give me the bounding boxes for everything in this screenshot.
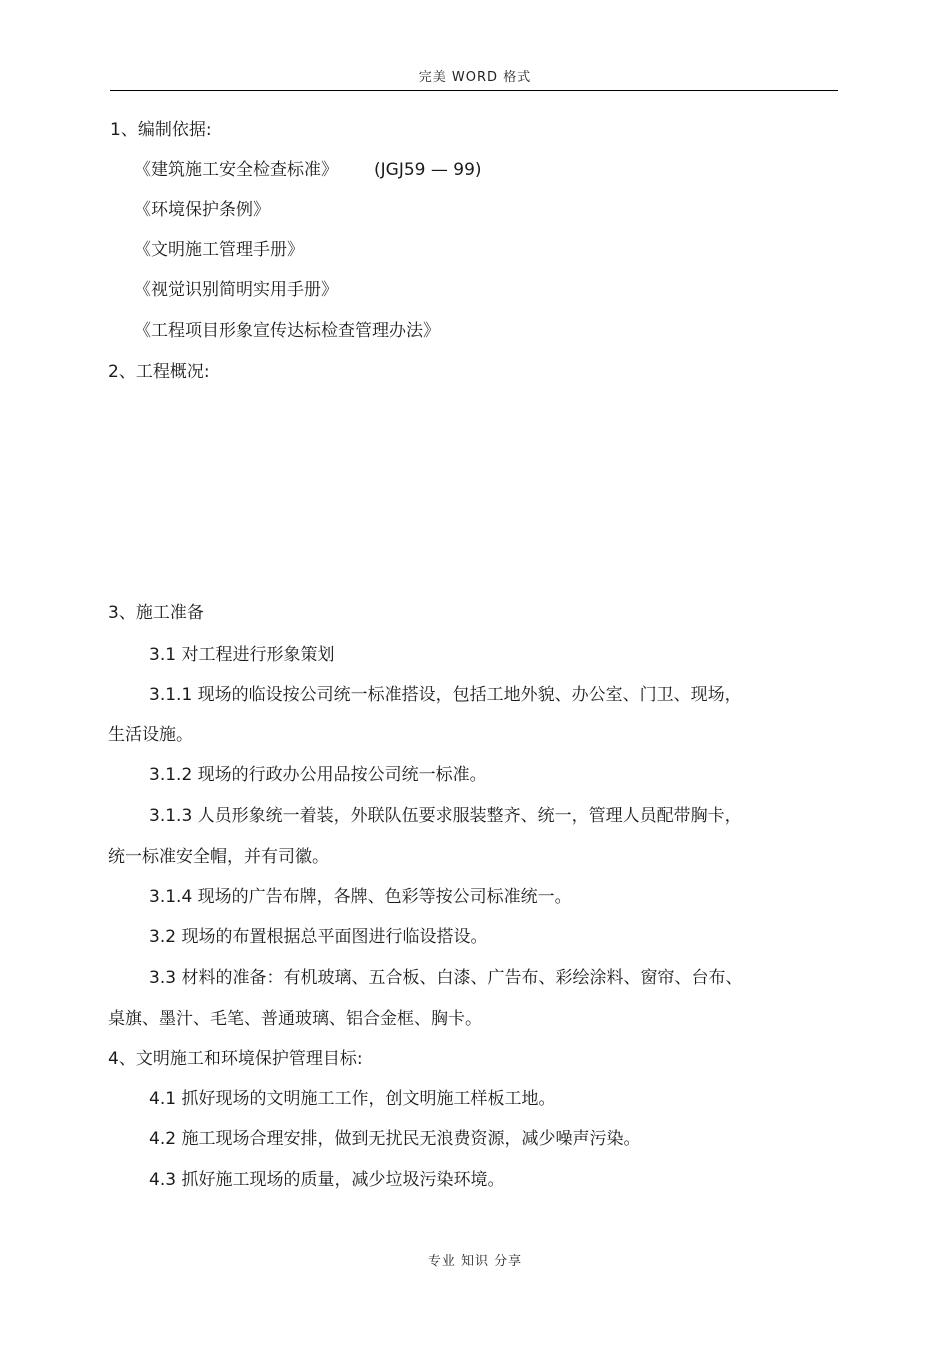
- reference-1: [134, 160, 482, 180]
- paragraph-3-1-3: 3.1.3 人员形象统一着装，外联队伍要求服装整齐、统一，管理人员配带胸卡，: [149, 806, 742, 826]
- page-header: 完美 WORD 格式: [418, 70, 532, 85]
- section-4-heading: 4、文明施工和环境保护管理目标:: [108, 1049, 363, 1069]
- reference-1-title: 《建筑施工安全检查标准》: [134, 160, 338, 180]
- paragraph-4-2: 4.2 施工现场合理安排，做到无扰民无浪费资源，减少噪声污染。: [149, 1129, 641, 1149]
- paragraph-3-3-continued: 桌旗、墨汁、毛笔、普通玻璃、铝合金框、胸卡。: [108, 1009, 482, 1029]
- header-rule: [110, 90, 838, 91]
- paragraph-4-3: 4.3 抓好施工现场的质量，减少垃圾污染环境。: [149, 1170, 505, 1190]
- paragraph-3-2: 3.2 现场的布置根据总平面图进行临设搭设。: [149, 927, 488, 947]
- section-2-heading: 2、工程概况:: [108, 362, 210, 382]
- paragraph-3-1-4: 3.1.4 现场的广告布牌，各牌、色彩等按公司标准统一。: [149, 887, 572, 907]
- paragraph-3-3: 3.3 材料的准备：有机玻璃、五合板、白漆、广告布、彩绘涂料、窗帘、台布、: [149, 968, 743, 988]
- paragraph-3-1-1-continued: 生活设施。: [108, 725, 193, 745]
- reference-3: 《文明施工管理手册》: [134, 240, 304, 260]
- paragraph-3-1-2: 3.1.2 现场的行政办公用品按公司统一标准。: [149, 765, 487, 785]
- reference-4: 《视觉识别简明实用手册》: [134, 280, 338, 300]
- paragraph-3-1-1: 3.1.1 现场的临设按公司统一标准搭设，包括工地外貌、办公室、门卫、现场，: [149, 685, 742, 705]
- section-3-heading: 3、施工准备: [108, 603, 204, 623]
- reference-2: 《环境保护条例》: [134, 200, 270, 220]
- page-footer: 专业 知识 分享: [427, 1254, 523, 1269]
- paragraph-3-1: 3.1 对工程进行形象策划: [149, 645, 335, 665]
- reference-5: 《工程项目形象宣传达标检查管理办法》: [134, 321, 440, 341]
- paragraph-4-1: 4.1 抓好现场的文明施工工作，创文明施工样板工地。: [149, 1089, 556, 1109]
- reference-1-code: (JGJ59 — 99): [374, 160, 482, 180]
- paragraph-3-1-3-continued: 统一标准安全帽，并有司徽。: [108, 847, 329, 867]
- section-1-heading: 1、编制依据:: [110, 120, 212, 140]
